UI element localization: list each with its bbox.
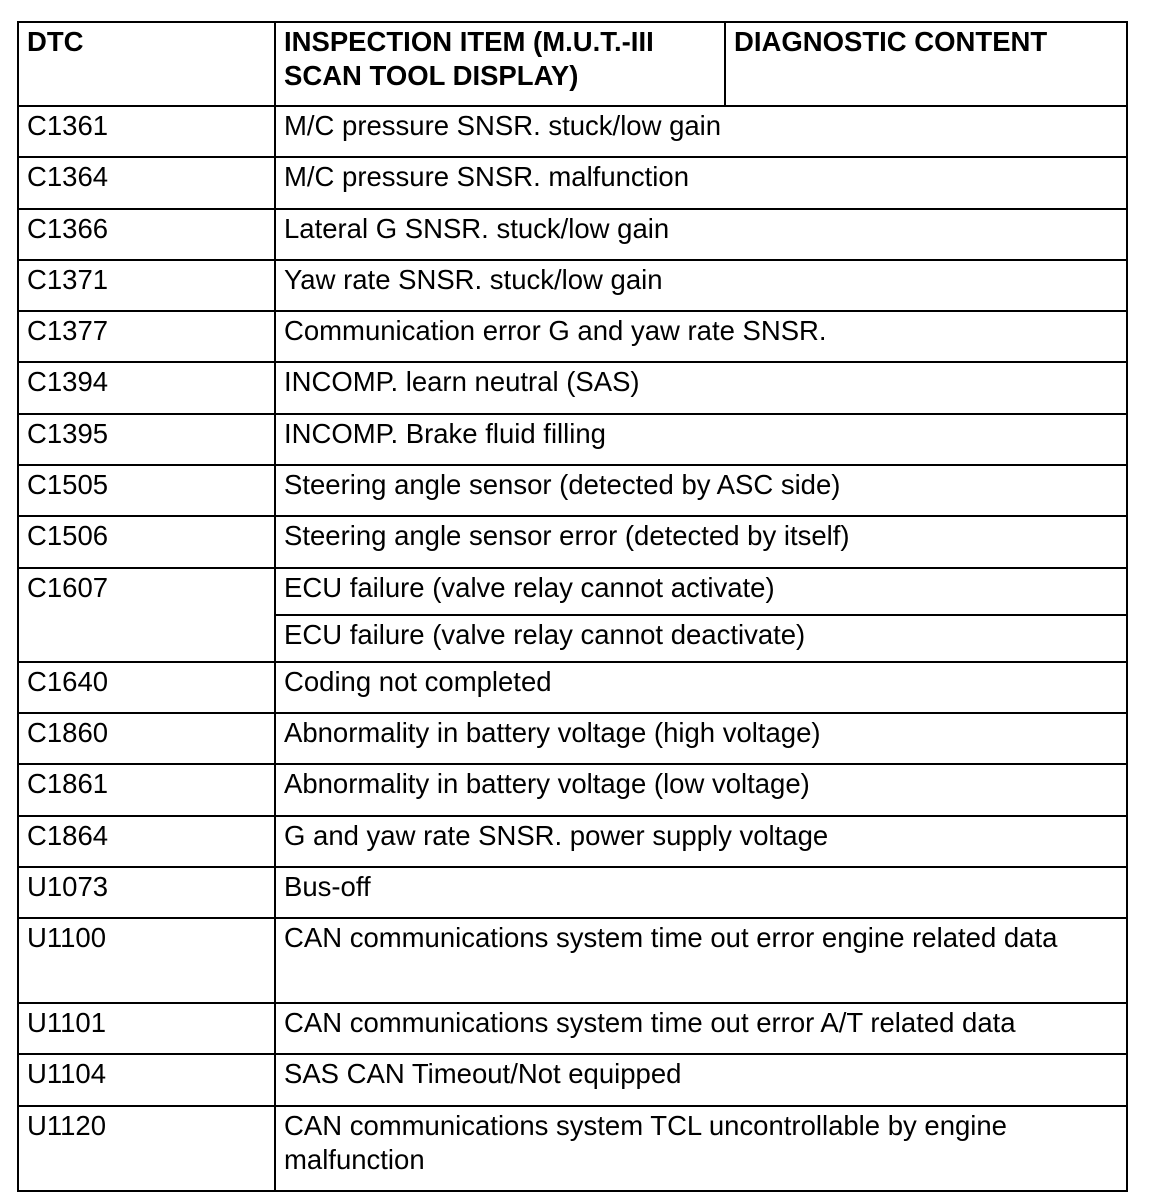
inspection-item: M/C pressure SNSR. malfunction xyxy=(275,157,1127,208)
header-dtc: DTC xyxy=(18,22,275,106)
table-row xyxy=(18,209,1127,260)
table-row xyxy=(18,568,1127,615)
table-row xyxy=(18,157,1127,208)
dtc-code: C1505 xyxy=(18,465,275,516)
inspection-item: CAN communications system time out error engine related data xyxy=(275,918,1127,1003)
dtc-code: U1104 xyxy=(18,1054,275,1105)
table-row xyxy=(18,1003,1127,1054)
table-row xyxy=(18,362,1127,413)
dtc-code: C1861 xyxy=(18,764,275,815)
dtc-code: C1860 xyxy=(18,713,275,764)
table-row xyxy=(18,414,1127,465)
inspection-item: Bus-off xyxy=(275,867,1127,918)
dtc-code: U1101 xyxy=(18,1003,275,1054)
header-diagnostic-content: DIAGNOSTIC CONTENT xyxy=(725,22,1127,106)
dtc-code: C1394 xyxy=(18,362,275,413)
table-header-row xyxy=(18,22,1127,106)
table-row xyxy=(18,764,1127,815)
inspection-item: CAN communications system TCL uncontrollable by engine malfunction xyxy=(275,1106,1127,1191)
inspection-item: ECU failure (valve relay cannot deactivate) xyxy=(275,615,1127,662)
table-row xyxy=(18,516,1127,567)
table-row xyxy=(18,713,1127,764)
dtc-code: U1120 xyxy=(18,1106,275,1191)
inspection-item: G and yaw rate SNSR. power supply voltage xyxy=(275,816,1127,867)
header-inspection-item: INSPECTION ITEM (M.U.T.-III SCAN TOOL DISPLAY) xyxy=(275,22,725,106)
inspection-item: INCOMP. learn neutral (SAS) xyxy=(275,362,1127,413)
table-row xyxy=(18,867,1127,918)
inspection-item: Yaw rate SNSR. stuck/low gain xyxy=(275,260,1127,311)
dtc-code: C1366 xyxy=(18,209,275,260)
inspection-item: CAN communications system time out error A/T related data xyxy=(275,1003,1127,1054)
inspection-item: SAS CAN Timeout/Not equipped xyxy=(275,1054,1127,1105)
dtc-code: C1395 xyxy=(18,414,275,465)
inspection-item: Abnormality in battery voltage (low voltage) xyxy=(275,764,1127,815)
dtc-code: U1100 xyxy=(18,918,275,1003)
inspection-item: Steering angle sensor (detected by ASC side) xyxy=(275,465,1127,516)
dtc-code: C1640 xyxy=(18,662,275,713)
table-row xyxy=(18,662,1127,713)
table-row xyxy=(18,816,1127,867)
dtc-code: C1364 xyxy=(18,157,275,208)
dtc-table xyxy=(17,21,1128,1192)
table-row xyxy=(18,465,1127,516)
dtc-code: C1506 xyxy=(18,516,275,567)
inspection-item: Steering angle sensor error (detected by itself) xyxy=(275,516,1127,567)
dtc-code: C1607 xyxy=(18,568,275,662)
inspection-item: M/C pressure SNSR. stuck/low gain xyxy=(275,106,1127,157)
dtc-code: C1377 xyxy=(18,311,275,362)
dtc-code: U1073 xyxy=(18,867,275,918)
inspection-item: Coding not completed xyxy=(275,662,1127,713)
inspection-item: Lateral G SNSR. stuck/low gain xyxy=(275,209,1127,260)
dtc-code: C1361 xyxy=(18,106,275,157)
table-row xyxy=(18,311,1127,362)
table-row xyxy=(18,106,1127,157)
table-row xyxy=(18,1106,1127,1191)
inspection-item: INCOMP. Brake fluid filling xyxy=(275,414,1127,465)
table-row xyxy=(18,260,1127,311)
table-row xyxy=(18,918,1127,1003)
inspection-item: Communication error G and yaw rate SNSR. xyxy=(275,311,1127,362)
table-row xyxy=(18,1054,1127,1105)
dtc-code: C1371 xyxy=(18,260,275,311)
inspection-item: Abnormality in battery voltage (high voltage) xyxy=(275,713,1127,764)
inspection-item: ECU failure (valve relay cannot activate) xyxy=(275,568,1127,615)
dtc-code: C1864 xyxy=(18,816,275,867)
